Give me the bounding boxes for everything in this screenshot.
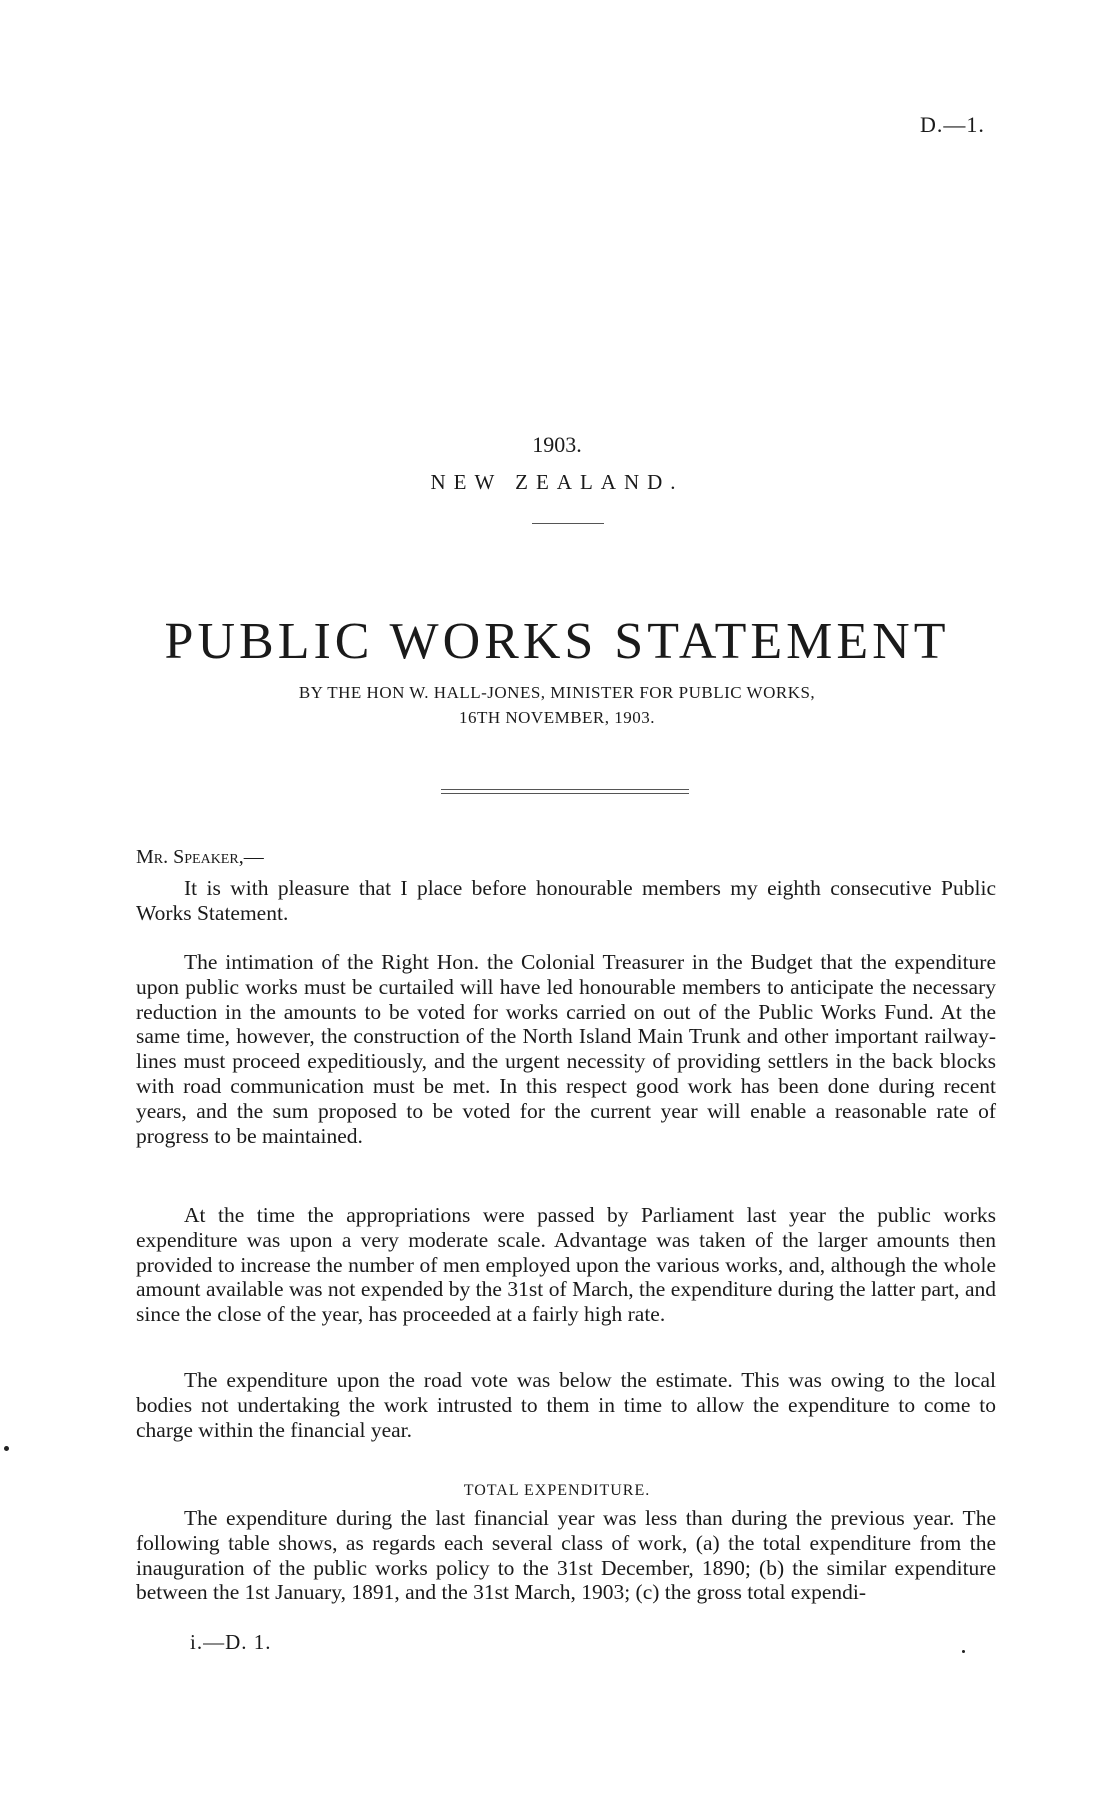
paragraph-3: At the time the appropriations were passed by Parliament last year the public works expenditure was upon a very moderate scale. Advantage was taken of the larger amounts then provided to increase the number of men employed upon the various works, and, although the whole amount available was not expended by the 31st of March, the expenditure during the latter part, and since the close of the year, has proceeded at a fairly high rate. — [136, 1203, 996, 1327]
paragraph-1: It is with pleasure that I place before honourable members my eighth consecutive Public Works Statement. — [136, 876, 996, 925]
title-date: 16TH NOVEMBER, 1903. — [458, 708, 656, 727]
page-title: PUBLIC WORKS STATEMENT — [164, 613, 950, 670]
page-ref-header: D.—1. — [920, 112, 985, 137]
paragraph-4: The expenditure upon the road vote was below the estimate. This was owing to the local bodies not undertaking the work intrusted to them in time to allow the expenditure to come to charge within the financial year. — [136, 1368, 996, 1442]
margin-mark-left — [4, 1446, 9, 1451]
paragraph-total-expenditure: The expenditure during the last financial year was less than during the previous year. The following table shows, as regards each several class of work, (a) the total expenditure from the inauguration of the public works policy to the 31st December, 1890; (b) the similar expenditure between the 1st January, 1891, and the 31st March, 1903; (c) the gross total expendi- — [136, 1506, 996, 1605]
title-short-rule — [532, 523, 604, 524]
margin-mark-right — [962, 1650, 965, 1653]
salutation: Mr. Speaker,— — [136, 846, 264, 868]
title-double-rule — [441, 789, 689, 794]
document-country: NEW ZEALAND. — [430, 470, 684, 494]
title-byline: BY THE HON W. HALL-JONES, MINISTER FOR PUBLIC WORKS, — [298, 683, 816, 702]
page-ref-footer: i.—D. 1. — [190, 1630, 272, 1654]
document-year: 1903. — [532, 432, 582, 457]
paragraph-2: The intimation of the Right Hon. the Colonial Treasurer in the Budget that the expenditure upon public works must be curtailed will have led honourable members to anticipate the necessary reduction in the amounts to be voted for works carried on out of the Public Works Fund. At the same time, however, the construction of the North Island Main Trunk and other important railway-lines must proceed expeditiously, and the urgent necessity of providing settlers in the back blocks with road communication must be met. In this respect good work has been done during recent years, and the sum proposed to be voted for the current year will enable a reasonable rate of progress to be maintained. — [136, 950, 996, 1148]
section-heading-total-expenditure: TOTAL EXPENDITURE. — [463, 1482, 651, 1499]
